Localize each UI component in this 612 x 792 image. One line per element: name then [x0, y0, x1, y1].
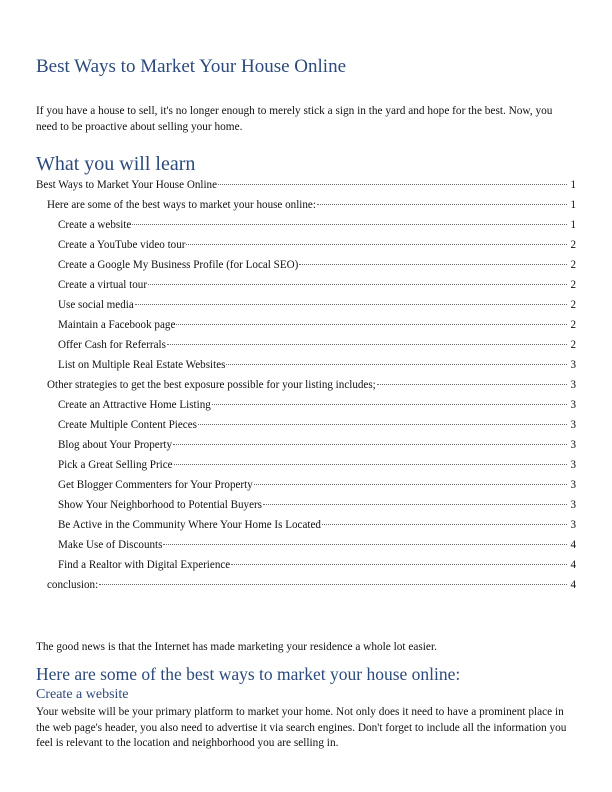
toc-entry[interactable] — [36, 316, 576, 336]
toc-entry-page-number: 1 — [570, 199, 576, 211]
toc-entry-label: Create an Attractive Home Listing — [58, 399, 211, 411]
toc-entry-label: Be Active in the Community Where Your Home Is Located — [58, 519, 321, 531]
intro-paragraph: If you have a house to sell, it's no longer enough to merely stick a sign in the yard and hope for the best. Now, you need to be proactive about selling your home. — [36, 105, 553, 133]
toc-entry-page-number: 3 — [570, 479, 576, 491]
toc-entry-page-number: 2 — [570, 339, 576, 351]
toc-entry-label: Pick a Great Selling Price — [58, 459, 173, 471]
table-of-contents — [36, 176, 576, 596]
toc-entry-page-number: 2 — [570, 279, 576, 291]
toc-dot-leader — [148, 283, 567, 285]
toc-dot-leader — [317, 203, 568, 205]
toc-entry[interactable] — [36, 296, 576, 316]
toc-entry[interactable] — [36, 176, 576, 196]
toc-entry[interactable] — [36, 536, 576, 556]
toc-dot-leader — [254, 483, 568, 485]
toc-entry[interactable] — [36, 216, 576, 236]
toc-entry-label: Make Use of Discounts — [58, 539, 163, 551]
toc-dot-leader — [173, 443, 567, 445]
toc-dot-leader — [198, 423, 568, 425]
toc-dot-leader — [218, 183, 567, 185]
toc-entry-label: Here are some of the best ways to market your house online: — [47, 199, 316, 211]
toc-dot-leader — [176, 323, 567, 325]
toc-entry-page-number: 4 — [570, 539, 576, 551]
section-heading: Here are some of the best ways to market your house online: — [36, 664, 461, 684]
sub-heading-create-website: Create a website — [36, 687, 129, 702]
toc-entry-page-number: 4 — [570, 559, 576, 571]
toc-entry-label: Maintain a Facebook page — [58, 319, 176, 331]
toc-entry[interactable] — [36, 376, 576, 396]
toc-entry-page-number: 4 — [570, 579, 576, 591]
toc-entry-label: Get Blogger Commenters for Your Property — [58, 479, 253, 491]
toc-entry-label: Best Ways to Market Your House Online — [36, 179, 218, 191]
toc-dot-leader — [299, 263, 567, 265]
toc-entry[interactable] — [36, 196, 576, 216]
toc-entry[interactable] — [36, 476, 576, 496]
toc-entry-label: Offer Cash for Referrals — [58, 339, 166, 351]
toc-entry[interactable] — [36, 436, 576, 456]
toc-entry-page-number: 3 — [570, 459, 576, 471]
toc-entry[interactable] — [36, 256, 576, 276]
toc-entry-label: Create a Google My Business Profile (for Local SEO) — [58, 259, 299, 271]
toc-dot-leader — [263, 503, 567, 505]
toc-entry[interactable] — [36, 576, 576, 596]
toc-entry-page-number: 1 — [570, 179, 576, 191]
document-title: Best Ways to Market Your House Online — [36, 56, 347, 77]
toc-entry[interactable] — [36, 236, 576, 256]
toc-dot-leader — [132, 223, 567, 225]
toc-heading: What you will learn — [36, 153, 196, 175]
website-paragraph: Your website will be your primary platform to market your home. Not only does it need to have a prominent place in the web page's header, you also need to advertise it via search engines. Don't forget to include all the information you feel is relevant to the location and neighborhood you are selling in. — [36, 706, 567, 749]
toc-entry-page-number: 3 — [570, 439, 576, 451]
toc-dot-leader — [163, 543, 567, 545]
toc-entry-label: Create a YouTube video tour — [58, 239, 186, 251]
toc-entry-label: Show Your Neighborhood to Potential Buyers — [58, 499, 263, 511]
good-news-paragraph: The good news is that the Internet has made marketing your residence a whole lot easier. — [36, 641, 437, 653]
toc-entry-page-number: 3 — [570, 399, 576, 411]
toc-entry-page-number: 2 — [570, 239, 576, 251]
toc-entry-page-number: 3 — [570, 519, 576, 531]
toc-entry[interactable] — [36, 396, 576, 416]
toc-entry[interactable] — [36, 496, 576, 516]
toc-entry-label: Create Multiple Content Pieces — [58, 419, 197, 431]
toc-entry-page-number: 3 — [570, 359, 576, 371]
toc-entry-label: Blog about Your Property — [58, 439, 173, 451]
toc-dot-leader — [174, 463, 568, 465]
toc-entry-page-number: 2 — [570, 319, 576, 331]
toc-entry-label: Create a virtual tour — [58, 279, 148, 291]
toc-entry[interactable] — [36, 356, 576, 376]
toc-entry-page-number: 3 — [570, 379, 576, 391]
toc-dot-leader — [135, 303, 568, 305]
toc-entry-label: List on Multiple Real Estate Websites — [58, 359, 226, 371]
toc-entry[interactable] — [36, 456, 576, 476]
toc-dot-leader — [99, 583, 567, 585]
toc-entry-page-number: 2 — [570, 259, 576, 271]
toc-entry[interactable] — [36, 416, 576, 436]
toc-entry[interactable] — [36, 276, 576, 296]
toc-dot-leader — [167, 343, 568, 345]
toc-entry-page-number: 3 — [570, 419, 576, 431]
toc-dot-leader — [186, 243, 567, 245]
toc-entry-label: Other strategies to get the best exposure possible for your listing includes; — [47, 379, 376, 391]
toc-dot-leader — [212, 403, 568, 405]
toc-entry-page-number: 3 — [570, 499, 576, 511]
toc-entry[interactable] — [36, 556, 576, 576]
toc-dot-leader — [226, 363, 567, 365]
toc-entry-label: Use social media — [58, 299, 134, 311]
toc-entry-page-number: 2 — [570, 299, 576, 311]
toc-entry[interactable] — [36, 516, 576, 536]
toc-entry-page-number: 1 — [570, 219, 576, 231]
toc-entry-label: Create a website — [58, 219, 132, 231]
toc-entry-label: Find a Realtor with Digital Experience — [58, 559, 231, 571]
toc-dot-leader — [231, 563, 567, 565]
toc-dot-leader — [322, 523, 568, 525]
toc-entry-label: conclusion: — [47, 579, 99, 591]
toc-entry[interactable] — [36, 336, 576, 356]
toc-dot-leader — [377, 383, 568, 385]
